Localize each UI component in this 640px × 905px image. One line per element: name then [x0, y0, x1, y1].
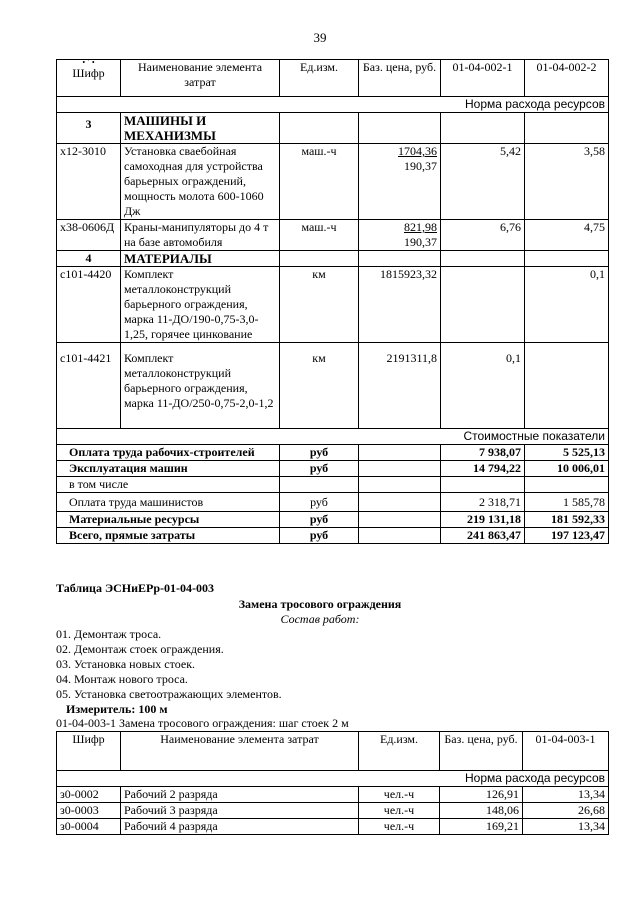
cost-row	[57, 429, 609, 445]
header-col1: 01-04-002-1	[441, 60, 525, 97]
summary-row	[57, 528, 609, 544]
work-step: 01. Демонтаж троса.	[56, 627, 162, 641]
header-unit: Ед.изм.	[280, 60, 359, 97]
section-3-row	[57, 113, 609, 144]
summary-name: Эксплуатация машин	[57, 461, 280, 477]
table-row	[57, 819, 609, 835]
price-bottom: 190,37	[404, 235, 437, 249]
summary-value-2: 5 525,13	[525, 445, 609, 461]
price-top: 821,98	[404, 220, 437, 234]
row-code: с101-4420	[57, 267, 121, 343]
summary-value-1: 219 131,18	[441, 512, 525, 528]
row-value-2: 4,75	[525, 220, 609, 251]
section-3-title: МАШИНЫ И МЕХАНИЗМЫ	[121, 113, 280, 144]
row-price	[359, 220, 441, 251]
header-unit: Ед.изм.	[359, 732, 440, 771]
row-value-1	[441, 267, 525, 343]
row-value-2	[525, 343, 609, 429]
row-price: 1815923,32	[359, 267, 441, 343]
resource-table-01-04-002	[56, 59, 609, 544]
table-header-row	[57, 60, 609, 97]
header-col1: 01-04-003-1	[523, 732, 609, 771]
summary-row	[57, 493, 609, 512]
row-value-1: 26,68	[523, 803, 609, 819]
table-row	[57, 343, 609, 429]
measure-label: Измеритель: 100 м	[66, 702, 168, 716]
price-top: 1704,36	[398, 144, 437, 158]
norm-row	[57, 771, 609, 787]
work-step: 02. Демонтаж стоек ограждения.	[56, 642, 224, 656]
composition-label: Состав работ:	[280, 612, 360, 626]
row-code: х12-3010	[57, 144, 121, 220]
summary-value-1: 2 318,71	[441, 493, 525, 512]
header-price: Баз. цена, руб.	[440, 732, 523, 771]
table-title: Таблица ЭСНиЕРр-01-04-003	[56, 581, 215, 595]
subtable-title: 01-04-003-1 Замена тросового ограждения: шаг стоек 2 м	[56, 716, 349, 730]
header-code-label: Шифр	[72, 66, 105, 80]
row-unit: чел.-ч	[359, 787, 440, 803]
row-price: 2191311,8	[359, 343, 441, 429]
row-code: з0-0004	[57, 819, 121, 835]
row-value-1: 13,34	[523, 819, 609, 835]
row-price	[359, 144, 441, 220]
row-price: 148,06	[440, 803, 523, 819]
summary-unit: руб	[280, 461, 359, 477]
norm-label: Норма расхода ресурсов	[57, 771, 609, 787]
header-name: Наименование элемента затрат	[121, 60, 280, 97]
work-title: Замена тросового ограждения	[238, 597, 402, 611]
summary-row	[57, 461, 609, 477]
header-mark: • ˙ •	[82, 58, 95, 67]
row-unit: чел.-ч	[359, 819, 440, 835]
summary-unit: руб	[280, 493, 359, 512]
row-price: 126,91	[440, 787, 523, 803]
row-code: с101-4421	[57, 343, 121, 429]
row-name: Краны-манипуляторы до 4 т на базе автомобиля	[121, 220, 280, 251]
summary-value-2: 181 592,33	[525, 512, 609, 528]
row-unit: км	[280, 343, 359, 429]
page-number: 39	[313, 30, 327, 45]
header-code: Шифр	[57, 732, 121, 771]
summary-unit: руб	[280, 528, 359, 544]
row-value-2: 3,58	[525, 144, 609, 220]
summary-value-1: 7 938,07	[441, 445, 525, 461]
price-bottom: 190,37	[404, 159, 437, 173]
summary-name: Материальные ресурсы	[57, 512, 280, 528]
row-name: Рабочий 3 разряда	[121, 803, 359, 819]
row-unit: маш.-ч	[280, 220, 359, 251]
header-col2: 01-04-002-2	[525, 60, 609, 97]
cost-label: Стоимостные показатели	[57, 429, 609, 445]
summary-value-1: 241 863,47	[441, 528, 525, 544]
summary-row	[57, 445, 609, 461]
table-header-row	[57, 732, 609, 771]
table-row	[57, 144, 609, 220]
row-name: Комплект металлоконструкций барьерного ограждения, марка 11-ДО/190-0,75-3,0-1,25, горячее цинкование	[121, 267, 280, 343]
table-row	[57, 803, 609, 819]
table-row	[57, 220, 609, 251]
summary-unit: руб	[280, 512, 359, 528]
table-row	[57, 787, 609, 803]
row-unit: км	[280, 267, 359, 343]
row-name: Рабочий 2 разряда	[121, 787, 359, 803]
row-value-1: 13,34	[523, 787, 609, 803]
row-unit: маш.-ч	[280, 144, 359, 220]
header-price: Баз. цена, руб.	[359, 60, 441, 97]
summary-value-2: 10 006,01	[525, 461, 609, 477]
norm-label: Норма расхода ресурсов	[57, 97, 609, 113]
row-name: Рабочий 4 разряда	[121, 819, 359, 835]
summary-value-2: 197 123,47	[525, 528, 609, 544]
summary-name: в том числе	[57, 477, 280, 493]
summary-name: Оплата труда рабочих-строителей	[57, 445, 280, 461]
resource-table-01-04-003	[56, 731, 609, 835]
summary-row	[57, 477, 609, 493]
table-row	[57, 267, 609, 343]
row-name: Установка сваебойная самоходная для устройства барьерных ограждений, мощность молота 600-1060 Дж	[121, 144, 280, 220]
row-value-1: 6,76	[441, 220, 525, 251]
section-3-number: 3	[57, 113, 121, 144]
summary-value-1: 14 794,22	[441, 461, 525, 477]
header-code	[57, 60, 121, 97]
work-step: 04. Монтаж нового троса.	[56, 672, 188, 686]
summary-value-2: 1 585,78	[525, 493, 609, 512]
header-name: Наименование элемента затрат	[121, 732, 359, 771]
section-4-row	[57, 251, 609, 267]
section-4-number: 4	[57, 251, 121, 267]
row-value-1: 0,1	[441, 343, 525, 429]
summary-unit: руб	[280, 445, 359, 461]
norm-row	[57, 97, 609, 113]
section-4-title: МАТЕРИАЛЫ	[121, 251, 280, 267]
work-step: 05. Установка светоотражающих элементов.	[56, 687, 282, 701]
work-step: 03. Установка новых стоек.	[56, 657, 196, 671]
summary-name: Всего, прямые затраты	[57, 528, 280, 544]
row-price: 169,21	[440, 819, 523, 835]
row-name: Комплект металлоконструкций барьерного ограждения, марка 11-ДО/250-0,75-2,0-1,2	[121, 343, 280, 429]
summary-name: Оплата труда машинистов	[57, 493, 280, 512]
row-code: х38-0606Д	[57, 220, 121, 251]
row-unit: чел.-ч	[359, 803, 440, 819]
summary-row	[57, 512, 609, 528]
row-value-2: 0,1	[525, 267, 609, 343]
row-value-1: 5,42	[441, 144, 525, 220]
row-code: з0-0002	[57, 787, 121, 803]
row-code: з0-0003	[57, 803, 121, 819]
